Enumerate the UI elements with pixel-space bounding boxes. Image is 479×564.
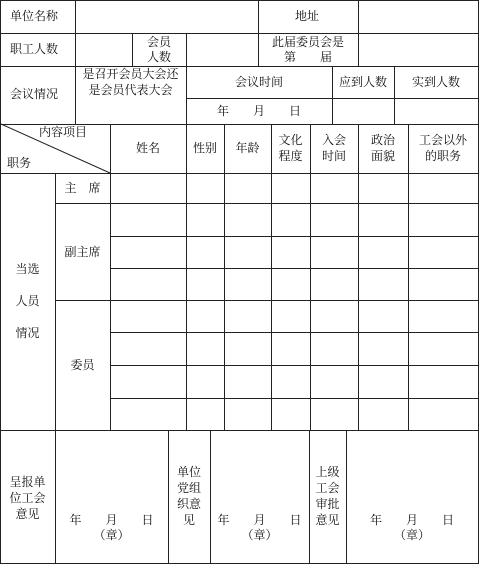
party-opinion-3: 织意 (176, 497, 201, 511)
upper-union-opinion-3: 审批 (315, 497, 340, 511)
content-item-label: 内容项目 (39, 125, 88, 139)
party-seal: （章） (241, 528, 278, 542)
address-label: 地址 (295, 9, 320, 23)
col-education-2: 程度 (278, 149, 303, 163)
member-label: 委员 (70, 358, 95, 372)
actual-count-label: 实到人数 (411, 75, 460, 89)
col-political-1: 政治 (370, 133, 395, 147)
submit-sign-date: 年 月 日 (69, 513, 154, 527)
position-label: 职务 (7, 156, 32, 170)
submit-opinion-2: 位工会 (9, 491, 46, 505)
member-count-label-2: 人数 (146, 50, 171, 64)
col-gender: 性别 (192, 141, 217, 155)
elected-label-2: 人员 (15, 294, 40, 308)
party-sign-date: 年 月 日 (217, 513, 302, 527)
upper-union-opinion-4: 意见 (315, 513, 340, 527)
meeting-date: 年 月 日 (216, 104, 301, 118)
party-opinion-2: 党组 (176, 481, 201, 495)
party-opinion-4: 见 (182, 513, 195, 527)
upper-sign-date: 年 月 日 (369, 513, 454, 527)
col-join-1: 入会 (321, 133, 346, 147)
col-name: 姓名 (135, 141, 160, 155)
upper-union-opinion-1: 上级 (315, 465, 340, 479)
meeting-info-label: 会议情况 (10, 87, 59, 101)
expected-count-label: 应到人数 (338, 75, 387, 89)
meeting-time-label: 会议时间 (234, 75, 283, 89)
committee-term-label-1: 此届委员会是 (271, 35, 344, 49)
col-political-2: 面貌 (370, 149, 395, 163)
col-other-2: 的职务 (424, 149, 461, 163)
vice-chair-label: 副主席 (64, 245, 101, 259)
meeting-type-label-1: 是召开会员大会还 (82, 67, 179, 81)
submit-seal: （章） (93, 528, 130, 542)
party-opinion-1: 单位 (176, 465, 201, 479)
elected-label-3: 情况 (15, 326, 40, 340)
committee-term-label-2: 第 届 (283, 50, 332, 64)
col-education-1: 文化 (278, 133, 303, 147)
submit-opinion-3: 意见 (15, 507, 40, 521)
submit-opinion-1: 呈报单 (9, 475, 46, 489)
col-other-1: 工会以外 (418, 133, 467, 147)
col-age: 年龄 (235, 141, 260, 155)
upper-union-opinion-2: 工会 (315, 481, 340, 495)
meeting-type-label-2: 是会员代表大会 (88, 83, 173, 97)
col-join-2: 时间 (321, 149, 346, 163)
chair-label: 主 席 (64, 181, 101, 195)
unit-name-label: 单位名称 (10, 9, 59, 23)
upper-seal: （章） (393, 528, 430, 542)
elected-label-1: 当选 (15, 262, 40, 276)
staff-count-label: 职工人数 (10, 42, 59, 56)
member-count-label-1: 会员 (146, 35, 171, 49)
